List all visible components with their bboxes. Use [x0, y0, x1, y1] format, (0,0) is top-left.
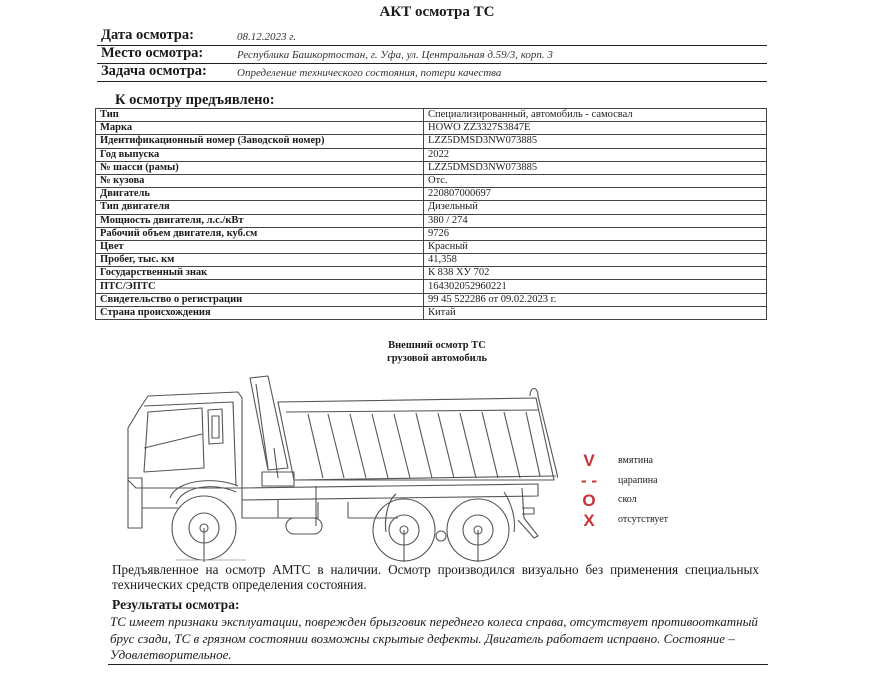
truck-hoist [250, 376, 294, 486]
spec-key: ПТС/ЭПТС [96, 280, 424, 293]
spec-key: Страна происхождения [96, 306, 424, 319]
header-value: Определение технического состояния, потери качества [237, 67, 502, 79]
legend-label: отсутствует [618, 514, 669, 525]
spec-key: Рабочий объем двигателя, куб.см [96, 227, 424, 240]
spec-value: 99 45 522286 от 09.02.2023 г. [424, 293, 767, 306]
legend-chip-icon: O [582, 491, 596, 510]
dump-truck-diagram [118, 368, 558, 564]
spec-key: № кузова [96, 174, 424, 187]
spec-value: 164302052960221 [424, 280, 767, 293]
spec-key: Пробег, тыс. км [96, 254, 424, 267]
header-row-task [97, 63, 767, 82]
spec-value: 380 / 274 [424, 214, 767, 227]
spec-key: № шасси (рамы) [96, 161, 424, 174]
document-title: АКТ осмотра ТС [379, 4, 495, 20]
header-value: Республика Башкортостан, г. Уфа, ул. Центральная д.59/3, корп. 3 [237, 49, 553, 61]
spec-row [96, 122, 767, 135]
vehicle-spec-table [95, 108, 767, 320]
spec-row [96, 267, 767, 280]
spec-key: Свидетельство о регистрации [96, 293, 424, 306]
spec-value: 9726 [424, 227, 767, 240]
spec-row [96, 240, 767, 253]
spec-row [96, 214, 767, 227]
spec-value: 220807000697 [424, 188, 767, 201]
header-label: Место осмотра: [101, 45, 204, 61]
spec-key: Идентификационный номер (Заводской номер) [96, 135, 424, 148]
spec-row [96, 254, 767, 267]
spec-row [96, 227, 767, 240]
exterior-title-line2: грузовой автомобиль [386, 353, 488, 364]
spec-row [96, 280, 767, 293]
spec-value: HOWO ZZ3327S3847E [424, 122, 767, 135]
truck-chassis [242, 484, 538, 538]
inspection-paragraph: Предъявленное на осмотр АМТС в наличии. Осмотр производился визуально без применения специальных технических средств определения состояния. [112, 562, 759, 592]
legend-missing-icon: X [583, 511, 595, 530]
spec-row [96, 201, 767, 214]
exterior-inspection-title [0, 339, 874, 365]
spec-key: Цвет [96, 240, 424, 253]
spec-key: Тип [96, 109, 424, 122]
results-underline [108, 664, 768, 665]
header-value: 08.12.2023 г. [237, 31, 297, 43]
spec-key: Двигатель [96, 188, 424, 201]
header-label: Дата осмотра: [101, 27, 194, 43]
spec-row [96, 161, 767, 174]
spec-row [96, 293, 767, 306]
truck-wheel-rear-1 [373, 499, 435, 562]
spec-value: LZZ5DMSD3NW073885 [424, 135, 767, 148]
spec-value: Специализированный, автомобиль - самосвал [424, 109, 767, 122]
spec-key: Мощность двигателя, л.с./кВт [96, 214, 424, 227]
spec-row [96, 109, 767, 122]
spec-row [96, 174, 767, 187]
spec-value: 2022 [424, 148, 767, 161]
header-row-place [97, 45, 767, 64]
spec-value: Китай [424, 306, 767, 319]
section-title-presented: К осмотру предъявлено: [115, 92, 275, 108]
spec-row [96, 306, 767, 319]
header-row-date [97, 27, 767, 46]
exterior-title-line1: Внешний осмотр ТС [388, 340, 486, 351]
legend-label: царапина [618, 475, 658, 486]
spec-key: Год выпуска [96, 148, 424, 161]
spec-value: Дизельный [424, 201, 767, 214]
spec-row [96, 135, 767, 148]
truck-dump-body [278, 389, 558, 481]
legend-label: вмятина [618, 455, 653, 466]
truck-wheel-front [172, 496, 236, 562]
spec-key: Тип двигателя [96, 201, 424, 214]
spec-row [96, 188, 767, 201]
legend-label: скол [618, 494, 637, 505]
header-label: Задача осмотра: [101, 63, 207, 79]
spec-row [96, 148, 767, 161]
legend-dent-icon: V [583, 451, 595, 470]
spec-value: Отс. [424, 174, 767, 187]
spec-value: LZZ5DMSD3NW073885 [424, 161, 767, 174]
results-title: Результаты осмотра: [112, 597, 240, 612]
spec-key: Государственный знак [96, 267, 424, 280]
truck-wheel-rear-2 [436, 499, 509, 562]
spec-key: Марка [96, 122, 424, 135]
spec-value: К 838 ХУ 702 [424, 267, 767, 280]
spec-value: 41,358 [424, 254, 767, 267]
results-text: ТС имеет признаки эксплуатации, поврежден брызговик переднего колеса справа, отсутствует противооткатный брус сзади, ТС в грязном состоянии возможны скрытые дефекты. Двигатель работает исправно. Состояние – Удовлетворительное. [110, 614, 758, 662]
truck-cab [128, 392, 242, 528]
legend-scratch-icon: - - [580, 471, 598, 490]
spec-value: Красный [424, 240, 767, 253]
